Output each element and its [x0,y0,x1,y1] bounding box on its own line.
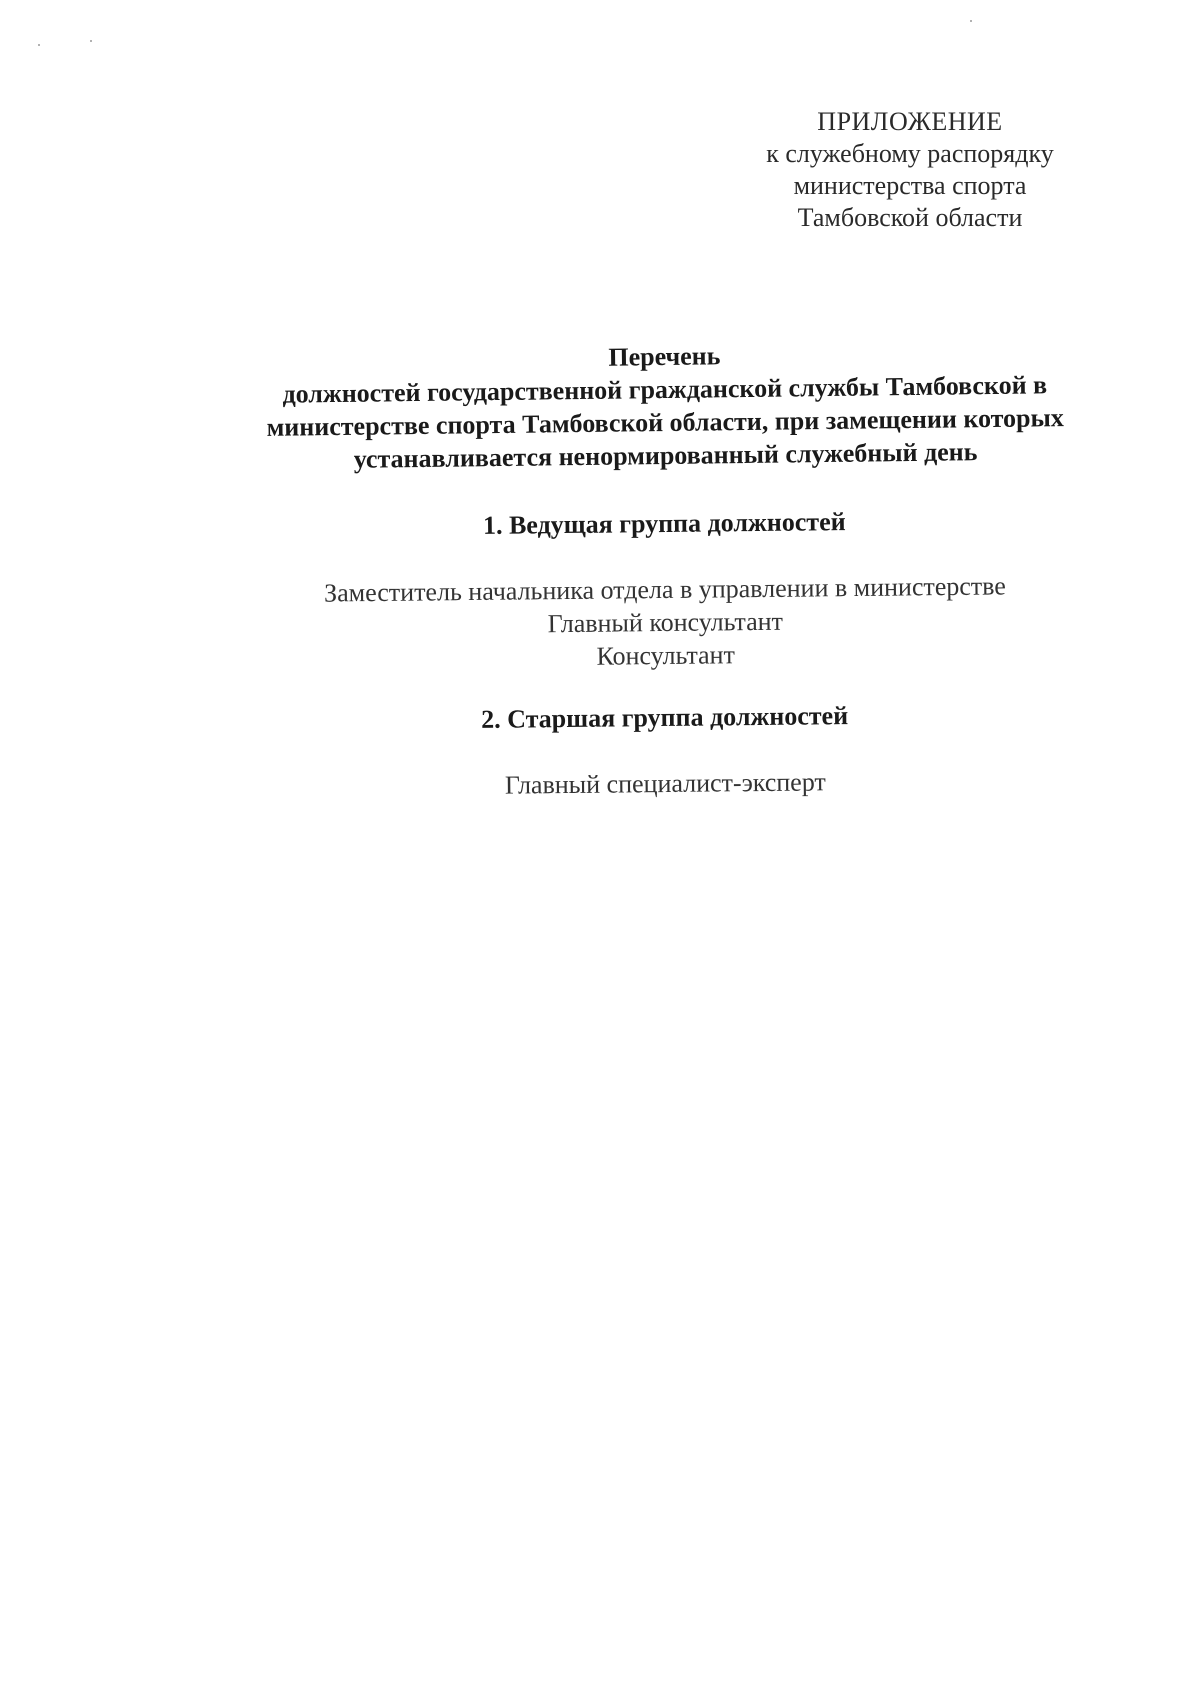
position-item: Консультант [596,640,736,671]
section-items [215,568,1116,676]
position-item: Главный консультант [547,606,784,639]
appendix-line: к служебному распорядку [766,139,1054,168]
scan-speck [90,40,92,42]
appendix-line: министерства спорта [793,171,1027,200]
section-heading: 1. Ведущая группа должностей [482,507,846,540]
section-items [215,762,1115,804]
appendix-title: ПРИЛОЖЕНИЕ [817,107,1003,136]
appendix-line: Тамбовской области [797,203,1023,232]
document-title-line: должностей государственной гражданской службы Тамбовской в [282,370,1048,409]
document-title-line: министерстве спорта Тамбовской области, при замещении которых [266,403,1064,442]
appendix-block [720,106,1100,234]
scan-speck [970,20,972,22]
section-heading: 2. Старшая группа должностей [481,701,849,734]
position-item: Главный специалист-эксперт [504,767,826,800]
section-senior-group [215,697,1116,804]
position-item: Заместитель начальника отдела в управлении в министерстве [323,571,1007,608]
document-title-line: устанавливается ненормированный служебный день [353,437,978,474]
document-title-heading: Перечень [608,341,721,372]
section-leading-group [214,503,1116,676]
scan-speck [38,44,40,46]
document-title [214,335,1116,478]
